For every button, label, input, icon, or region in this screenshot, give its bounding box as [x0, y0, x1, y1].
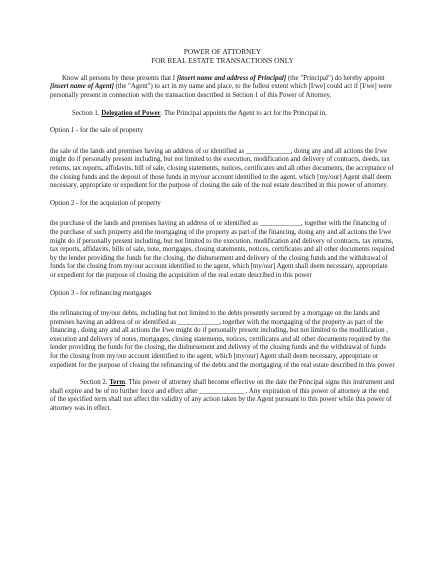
option-3-heading: Option 3 - for refinancing mortgages [50, 289, 152, 297]
option-2-body: the purchase of the lands and premises having an address of or identified as ____________, together with the financing of the purchase of such property and the mortgaging of the property as part of the financing, doing any and all actions the I/we might do if personally present including, but not limited to the execution, modification and delivery of contracts, tax returns, tax reports, affidavits, bills of sale, note, mortgages, closing statements, notices, certificates and all other documents required by the lender providing the funds for the closing, the disbursement and delivery of the closing funds and the withdrawal of funds for the closing from my/our account identified to the agent, which [my/our] Agent shall deem necessary, appropriate or expedient for the purpose of closing the acquisition of the real estate described in this power [50, 220, 395, 279]
intro-text-2: (the "Principal") do hereby appoint [286, 74, 385, 82]
section-2-text: . This power of attorney shall become effective on the date the Principal signs this instrument and shall expire and be of no further force and effect after _____________ . Any expiration of this power of attorney at the end of the specified term shall not affect the validity of any action taken by the Agent pursuant to this power while this power of attorney was in effect. [50, 379, 395, 413]
section-1-text: . The Principal appoints the Agent to act for the Principal in, [160, 109, 327, 117]
section-2-prefix: Section 2. [80, 379, 110, 387]
title-line-2: FOR REAL ESTATE TRANSACTIONS ONLY [151, 56, 294, 66]
section-1-paragraph [50, 110, 395, 119]
agent-placeholder: [insert name of Agent] [50, 83, 114, 91]
intro-text-3: (the "Agent") to act in my name and place, to the fullest extent which [I/we] could act if [I/we] were personally present in connection with the transaction described in Section 1 of this Power of Attorney. [50, 83, 392, 99]
section-2-paragraph [50, 379, 395, 413]
intro-text-1: Know all persons by these presents that I [62, 74, 177, 82]
section-1-heading: Delegation of Power [101, 109, 161, 117]
option-1-heading: Option 1 - for the sale of property [50, 127, 144, 135]
option-3-body: the refinancing of my/our debts, including but not limited to the debts presently secured by a mortgage on the lands and premises having an address of or identified as ____________, together with the mortgaging of the property as part of the financing , doing any and all actions the I/we might do if personally present including, but not limited to the modification , execution and delivery of notes, mortgages, closing statements, notices, certificates and all other documents required by the lender providing the funds for the closing, the disbursement and delivery of the closing funds and the withdrawal of funds for the closing from my/our account identified to the agent, which [my/our] Agent shall deem necessary, appropriate or expedient for the purpose of closing the refinancing of the debts and the mortgaging of the real estate described in this power [50, 310, 395, 369]
title-line-1: POWER OF ATTORNEY [183, 47, 262, 56]
principal-placeholder: [insert name and address of Principal] [176, 74, 287, 82]
section-2-heading: Term [109, 379, 126, 387]
intro-paragraph [50, 75, 395, 101]
section-1-prefix: Section 1. [72, 109, 102, 117]
option-2-heading: Option 2 - for the acquistion of property [50, 199, 161, 207]
option-1-body: the sale of the lands and premises having an address of or identified as _____________, doing any and all actions the I/we might do if personally present including, but not limited to the execution, modification and delivery of contracts, deeds, tax returns, tax reports, affidavits, bill of sale, closing statements, notices, certificates and all other documents, the acceptance of the closing funds and the deposit of those funds in my/our account identified to the agent, which [my/our] Agent shall deem necessary, appropriate or expedient for the purpose of closing the sale of the real estate described in this power of attorney. [50, 147, 394, 190]
